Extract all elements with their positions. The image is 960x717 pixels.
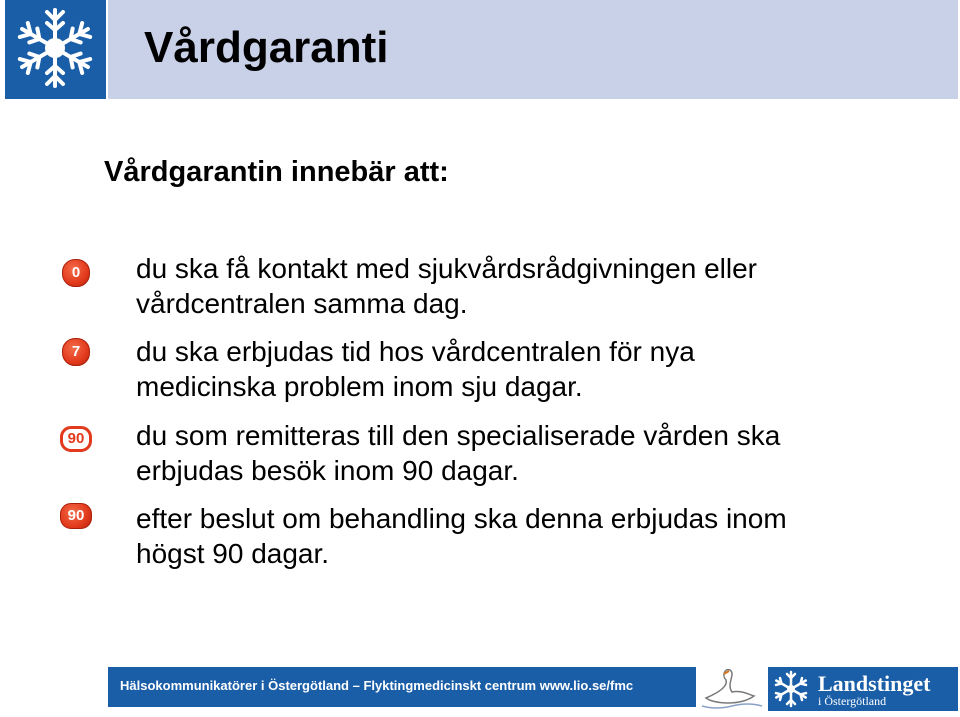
slide-title: Vårdgaranti	[144, 23, 389, 72]
landsting-logo	[768, 667, 958, 711]
day-badge-icon: 7	[62, 338, 90, 366]
list-item-line2: erbjudas besök inom 90 dagar.	[136, 455, 519, 486]
list-item	[71, 334, 936, 404]
logo-box	[5, 0, 106, 99]
list-item-line1: efter beslut om behandling ska denna erbjudas inom	[136, 503, 787, 534]
footer-text: Hälsokommunikatörer i Östergötland – Flyktingmedicinskt centrum www.lio.se/fmc	[120, 678, 634, 693]
list-item	[71, 251, 936, 321]
day-badge-icon: 90	[60, 426, 92, 452]
title-bar	[108, 0, 958, 99]
list-item-line1: du ska erbjudas tid hos vårdcentralen för nya	[136, 336, 695, 367]
list-item-line2: högst 90 dagar.	[136, 538, 330, 569]
list-item-line1: du ska få kontakt med sjukvårdsrådgivningen eller	[136, 253, 758, 284]
list-item-line2: medicinska problem inom sju dagar.	[136, 371, 583, 402]
landsting-name: Landstinget	[818, 671, 931, 696]
list-item-line2: vårdcentralen samma dag.	[136, 288, 468, 319]
landsting-sub: i Östergötland	[818, 694, 887, 708]
swan-area	[696, 664, 766, 712]
swan-icon	[696, 664, 766, 712]
footer-bar	[108, 667, 696, 707]
subheading: Vårdgarantin innebär att:	[104, 156, 449, 188]
day-badge-icon: 0	[62, 259, 90, 287]
list-item-line1: du som remitteras till den specialiserade vården ska	[136, 420, 781, 451]
list-item	[67, 418, 936, 488]
landsting-emblem-icon	[772, 670, 810, 708]
day-badge-icon: 90	[60, 503, 92, 529]
list-item	[67, 501, 936, 571]
snowflake-emblem-icon	[11, 4, 99, 92]
